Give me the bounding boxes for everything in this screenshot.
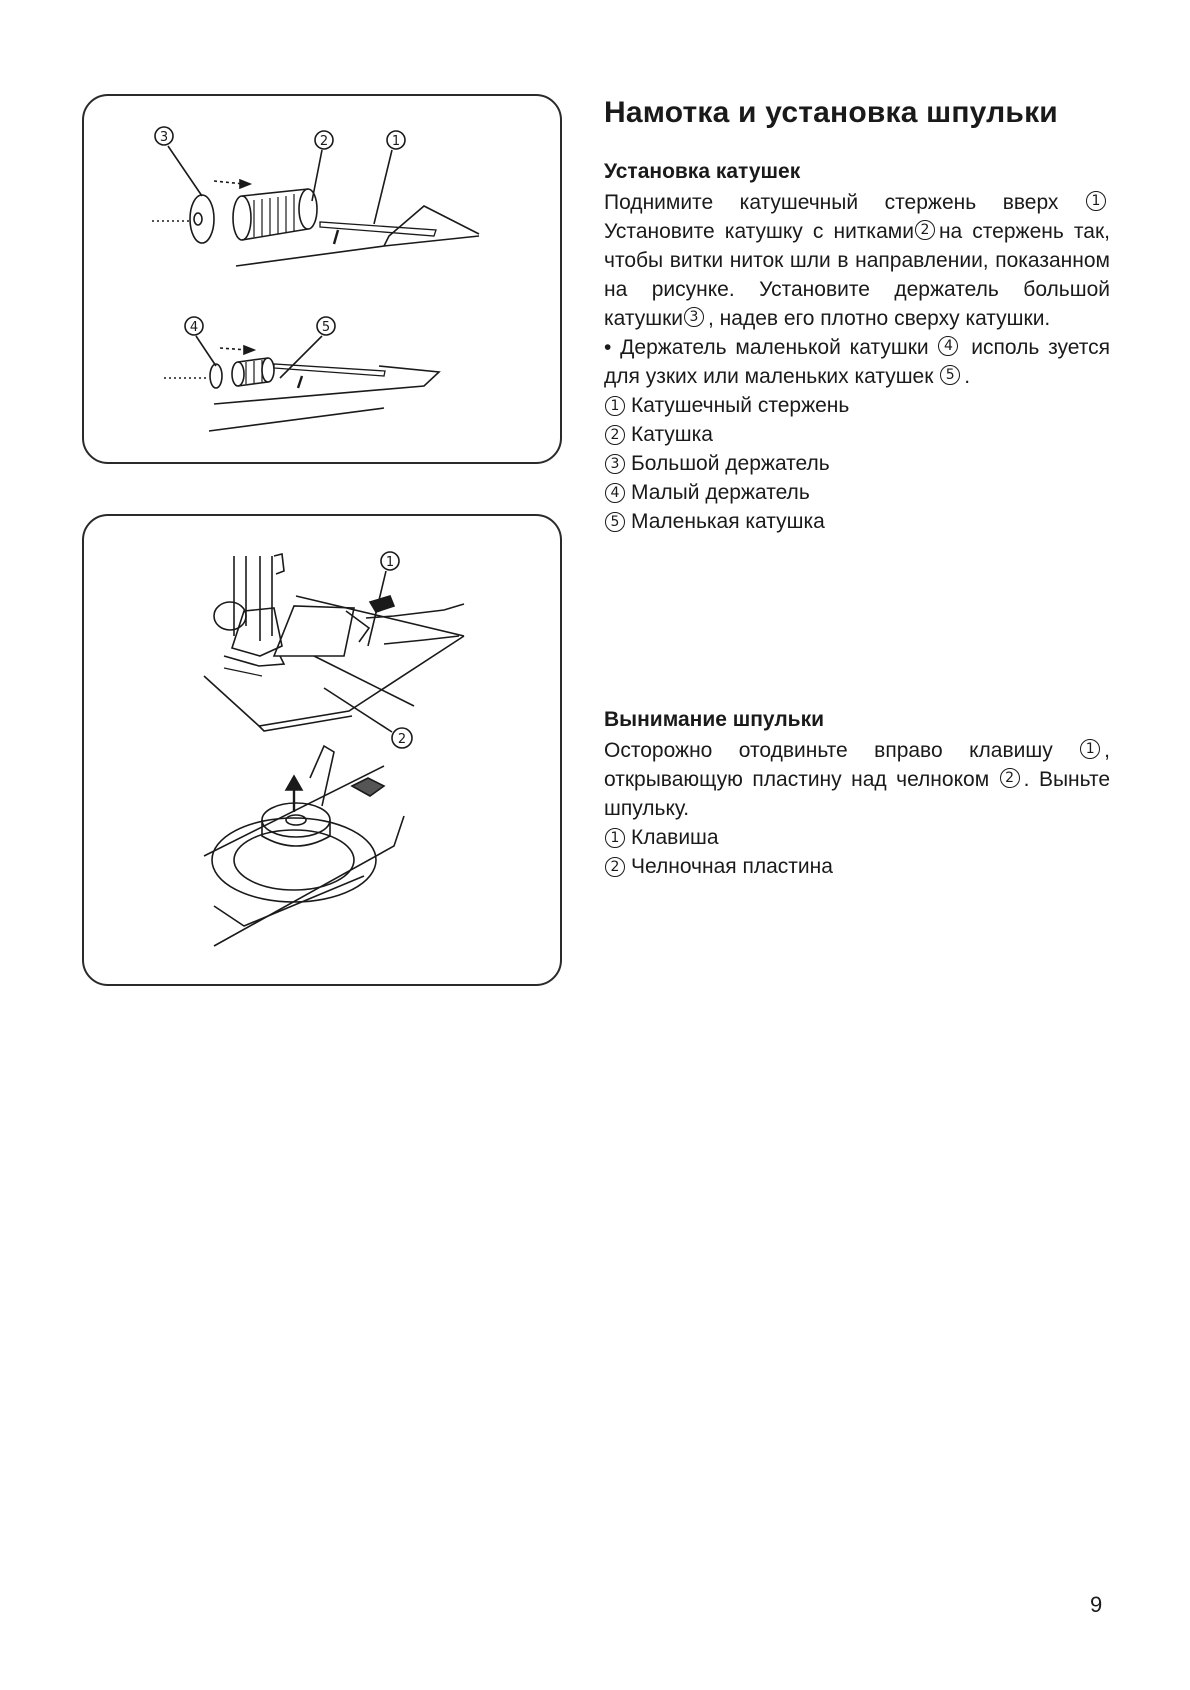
parts-list xyxy=(604,823,1110,881)
callout-label: 1 xyxy=(391,134,401,149)
callout-label: 2 xyxy=(319,134,329,149)
list-label: Маленькая катушка xyxy=(631,510,825,533)
ref-number-5: 5 xyxy=(940,365,960,385)
text-run: исполь зуется для узких или маленьких катушек xyxy=(604,336,1111,388)
bobbin-diagram xyxy=(84,516,562,986)
list-item xyxy=(604,420,1110,449)
instruction-paragraph xyxy=(604,188,1110,333)
parts-list xyxy=(604,391,1110,536)
ref-number-1: 1 xyxy=(1086,191,1106,211)
page-number: 9 xyxy=(1090,1592,1103,1617)
list-item xyxy=(604,507,1110,536)
list-label: Большой держатель xyxy=(631,452,830,475)
list-label: Малый держатель xyxy=(631,481,810,504)
text-run: . xyxy=(964,365,971,388)
section-heading: Установка катушек xyxy=(604,160,801,183)
list-number: 1 xyxy=(605,396,625,416)
list-item xyxy=(604,823,1110,852)
text-run: . Выньте шпульку. xyxy=(604,768,1111,820)
list-number: 2 xyxy=(605,857,625,877)
list-label: Катушка xyxy=(631,423,713,446)
list-item xyxy=(604,391,1110,420)
text-run: , надев его плотно сверху катушки. xyxy=(708,307,1051,330)
section-heading: Вынимание шпульки xyxy=(604,708,824,731)
spool-installation-figure xyxy=(82,94,562,464)
list-number: 3 xyxy=(605,454,625,474)
text-run: • Держатель маленькой катушки xyxy=(604,336,929,359)
list-item xyxy=(604,449,1110,478)
callout-label: 1 xyxy=(385,555,395,570)
list-label: Челночная пластина xyxy=(631,855,833,878)
instruction-paragraph xyxy=(604,736,1110,823)
ref-number-1: 1 xyxy=(1080,739,1100,759)
ref-number-4: 4 xyxy=(938,336,958,356)
callout-label: 3 xyxy=(159,130,169,145)
text-run: Поднимите катушечный стержень вверх xyxy=(604,191,1059,214)
list-number: 5 xyxy=(605,512,625,532)
text-run: на стержень так, чтобы витки ниток шли в направлении, показанном на рисунке. Установите держатель большой катушки xyxy=(604,220,1110,330)
ref-number-2: 2 xyxy=(1000,768,1020,788)
list-item xyxy=(604,852,1110,881)
list-number: 4 xyxy=(605,483,625,503)
list-number: 1 xyxy=(605,828,625,848)
ref-number-3: 3 xyxy=(684,307,704,327)
section-spools xyxy=(604,160,1110,536)
note-paragraph xyxy=(604,333,1110,391)
callout-label: 4 xyxy=(189,320,199,335)
text-run: Установите катушку с нитками xyxy=(604,220,914,243)
page-title: Намотка и установка шпульки xyxy=(604,96,1058,129)
list-item xyxy=(604,478,1110,507)
ref-number-2: 2 xyxy=(915,220,935,240)
list-label: Катушечный стержень xyxy=(631,394,850,417)
list-number: 2 xyxy=(605,425,625,445)
callout-label: 2 xyxy=(397,732,407,747)
text-run: Осторожно отодвиньте вправо клавишу xyxy=(604,739,1053,762)
list-label: Клавиша xyxy=(631,826,719,849)
callout-label: 5 xyxy=(321,320,331,335)
section-bobbin-removal xyxy=(604,708,1110,881)
main-title-block xyxy=(604,96,1110,130)
bobbin-removal-figure xyxy=(82,514,562,986)
text-run: , открывающую пластину над челноком xyxy=(604,739,1110,791)
spool-diagram xyxy=(84,96,562,464)
